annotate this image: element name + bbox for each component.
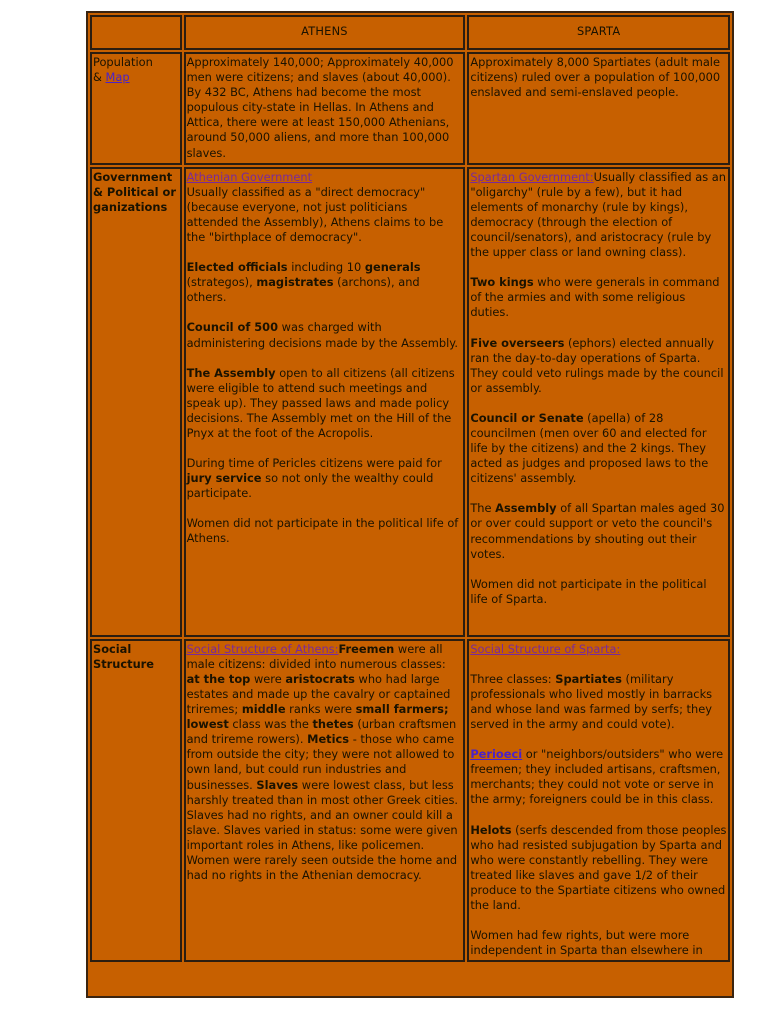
header-row — [90, 15, 730, 50]
sparta-p5-text1: The — [470, 501, 496, 516]
social-athens-t4: ranks were — [285, 702, 356, 717]
athens-p5-text2: so not only the wealthy could participate. — [186, 471, 434, 501]
sparta-p3-text: (ephors) elected annually ran the day-to-day operations of Sparta. They could veto rulings made by the council or assembly. — [470, 335, 724, 395]
population-row — [90, 52, 730, 165]
comparison-page — [86, 11, 734, 998]
social-label: Social Structure — [90, 639, 182, 963]
government-athens — [184, 167, 466, 637]
social-athens — [184, 639, 466, 963]
athens-sparta-table — [88, 13, 732, 964]
sparta-classes-paragraph — [470, 672, 727, 732]
spartan-government-link[interactable]: Spartan Government: — [470, 169, 594, 184]
athens-p5-text1: During time of Pericles citizens were paid for — [186, 456, 442, 471]
government-label: Government & Political organizations — [90, 167, 182, 637]
sparta-overseers-paragraph — [470, 336, 727, 396]
social-sparta — [467, 639, 730, 963]
sparta-kings-paragraph — [470, 275, 727, 320]
middle-term: middle — [241, 702, 286, 717]
sparta-assembly-paragraph — [470, 501, 727, 561]
government-row — [90, 167, 730, 637]
at-the-top-term: at the top — [186, 671, 251, 686]
population-athens: Approximately 140,000; Approximately 40,000 men were citizens; and slaves (about 40,000). By 432 BC, Athens had become the most populous city-state in Hellas. In Athens and Attica, there were at least 150,000 Athenians, around 50,000 aliens, and more than 100,000 slaves. — [184, 52, 466, 165]
population-label: Population — [93, 55, 153, 69]
social-row — [90, 639, 730, 963]
social-athens-t3: who had large estates and made up the cavalry or captained triremes; — [186, 671, 451, 717]
sparta-helots-paragraph — [470, 823, 727, 914]
generals-term: generals — [364, 260, 421, 275]
social-athens-t5: class was the — [228, 717, 313, 732]
population-label-cell — [90, 52, 182, 165]
sparta-p4-text: (apella) of 28 councilmen (men over 60 and elected for life by the citizens) and the 2 kings. They acted as judges and proposed laws to the citizens' assembly. — [470, 410, 709, 486]
athens-p3-text: was charged with administering decisions made by the Assembly. — [186, 320, 458, 350]
athens-women-paragraph: Women did not participate in the political life of Athens. — [186, 516, 459, 546]
five-overseers-term: Five overseers — [470, 335, 565, 350]
metics-term: Metics — [307, 732, 350, 747]
slaves-term: Slaves — [256, 777, 299, 792]
athens-p2-text1: including 10 — [287, 260, 365, 275]
athens-p2-text3: (archons), and others. — [186, 275, 420, 305]
thetes-term: thetes — [312, 717, 354, 732]
council-of-500-term: Council of 500 — [186, 320, 279, 335]
athens-council-paragraph — [187, 320, 463, 350]
magistrates-term: magistrates — [256, 275, 334, 290]
social-structure-sparta-link[interactable]: Social Structure of Sparta: — [470, 641, 621, 656]
perioeci-text: or "neighbors/outsiders" who were freemen; they included artisans, craftsmen, merchants; they could not vote or serve in the army; foreigners could be in this class. — [470, 747, 724, 807]
government-sparta — [467, 167, 730, 637]
small-farmers-term: small farmers; lowest — [186, 702, 449, 732]
sparta-classes-text2: (military professionals who lived mostly in barracks and whose land was farmed by serfs; they served in the army and could vote). — [470, 671, 713, 732]
sparta-women-social-paragraph: Women had few rights, but were more independent in Sparta than elsewhere in — [470, 928, 703, 958]
athens-assembly-paragraph — [187, 366, 463, 441]
header-blank-cell — [90, 15, 182, 50]
sparta-p5-text2: of all Spartan males aged 30 or over could support or veto the council's recommendations by shouting out their votes. — [470, 501, 725, 561]
map-link[interactable]: Map — [105, 70, 130, 85]
sparta-p2-text: who were generals in command of the armies and with some religious duties. — [470, 275, 720, 320]
header-sparta: SPARTA — [467, 15, 730, 50]
athens-p2-text2: (strategos), — [186, 275, 257, 290]
freemen-term: Freemen — [338, 641, 395, 656]
social-athens-t7: - those who came from outside the city; they were not allowed to own land, but could run industries and businesses. — [186, 732, 455, 792]
athens-gov-intro: Usually classified as a "direct democracy" (because everyone, not just politicians attended the Assembly), Athens claims to be the "birthplace of democracy". — [186, 184, 444, 245]
helots-term: Helots — [470, 822, 512, 837]
two-kings-term: Two kings — [470, 275, 534, 290]
social-structure-athens-link[interactable]: Social Structure of Athens: — [186, 641, 339, 656]
social-athens-t2: were — [250, 671, 286, 686]
athens-p4-text: open to all citizens (all citizens were eligible to attend such meetings and speak up). They passed laws and made policy decisions. The Assembly met on the Hill of the Pnyx at the foot of the Acropolis. — [186, 365, 455, 440]
council-senate-term: Council or Senate — [470, 410, 584, 425]
spartiates-term: Spartiates — [555, 671, 622, 686]
population-label-amp: & — [93, 70, 106, 85]
sparta-assembly-term: Assembly — [495, 501, 557, 516]
elected-officials-term: Elected officials — [186, 260, 288, 275]
sparta-council-paragraph — [470, 411, 727, 486]
helots-text: (serfs descended from those peoples who had resisted subjugation by Sparta and who were constantly rebelling. They were treated like slaves and gave 1/2 of their produce to the Spartiate citizens who owned the land. — [470, 822, 727, 912]
athenian-government-link[interactable]: Athenian Government — [186, 169, 313, 184]
jury-service-term: jury service — [186, 471, 262, 486]
social-athens-t1: were all male citizens: divided into numerous classes: — [186, 641, 446, 671]
social-athens-t6: (urban craftsmen and trireme rowers). — [186, 717, 457, 747]
aristocrats-term: aristocrats — [285, 671, 355, 686]
sparta-perioeci-paragraph — [470, 747, 727, 807]
sparta-gov-intro: Usually classified as an "oligarchy" (rule by a few), but it had elements of monarchy (rule by kings), democracy (through the election of council/senators), and aristocracy (rule by the upper class or land owning class). — [470, 169, 726, 260]
sparta-classes-text1: Three classes: — [470, 671, 556, 686]
population-sparta: Approximately 8,000 Spartiates (adult male citizens) ruled over a population of 100,000 enslaved and semi-enslaved people. — [467, 52, 730, 165]
athens-assembly-term: The Assembly — [186, 365, 276, 380]
athens-jury-paragraph — [187, 456, 463, 501]
athens-officials-paragraph — [187, 260, 463, 305]
perioeci-link[interactable]: Perioeci — [470, 747, 523, 762]
sparta-women-paragraph: Women did not participate in the political life of Sparta. — [470, 576, 707, 606]
social-athens-t8: were lowest class, but less harshly treated than in most other Greek cities. Slaves had no rights, and an owner could kill a slave. Slaves varied in status: some were given important roles in Athens, like policemen. Women were rarely seen outside the home and had no rights in the Athenian democracy. — [186, 777, 459, 883]
header-athens: ATHENS — [184, 15, 466, 50]
